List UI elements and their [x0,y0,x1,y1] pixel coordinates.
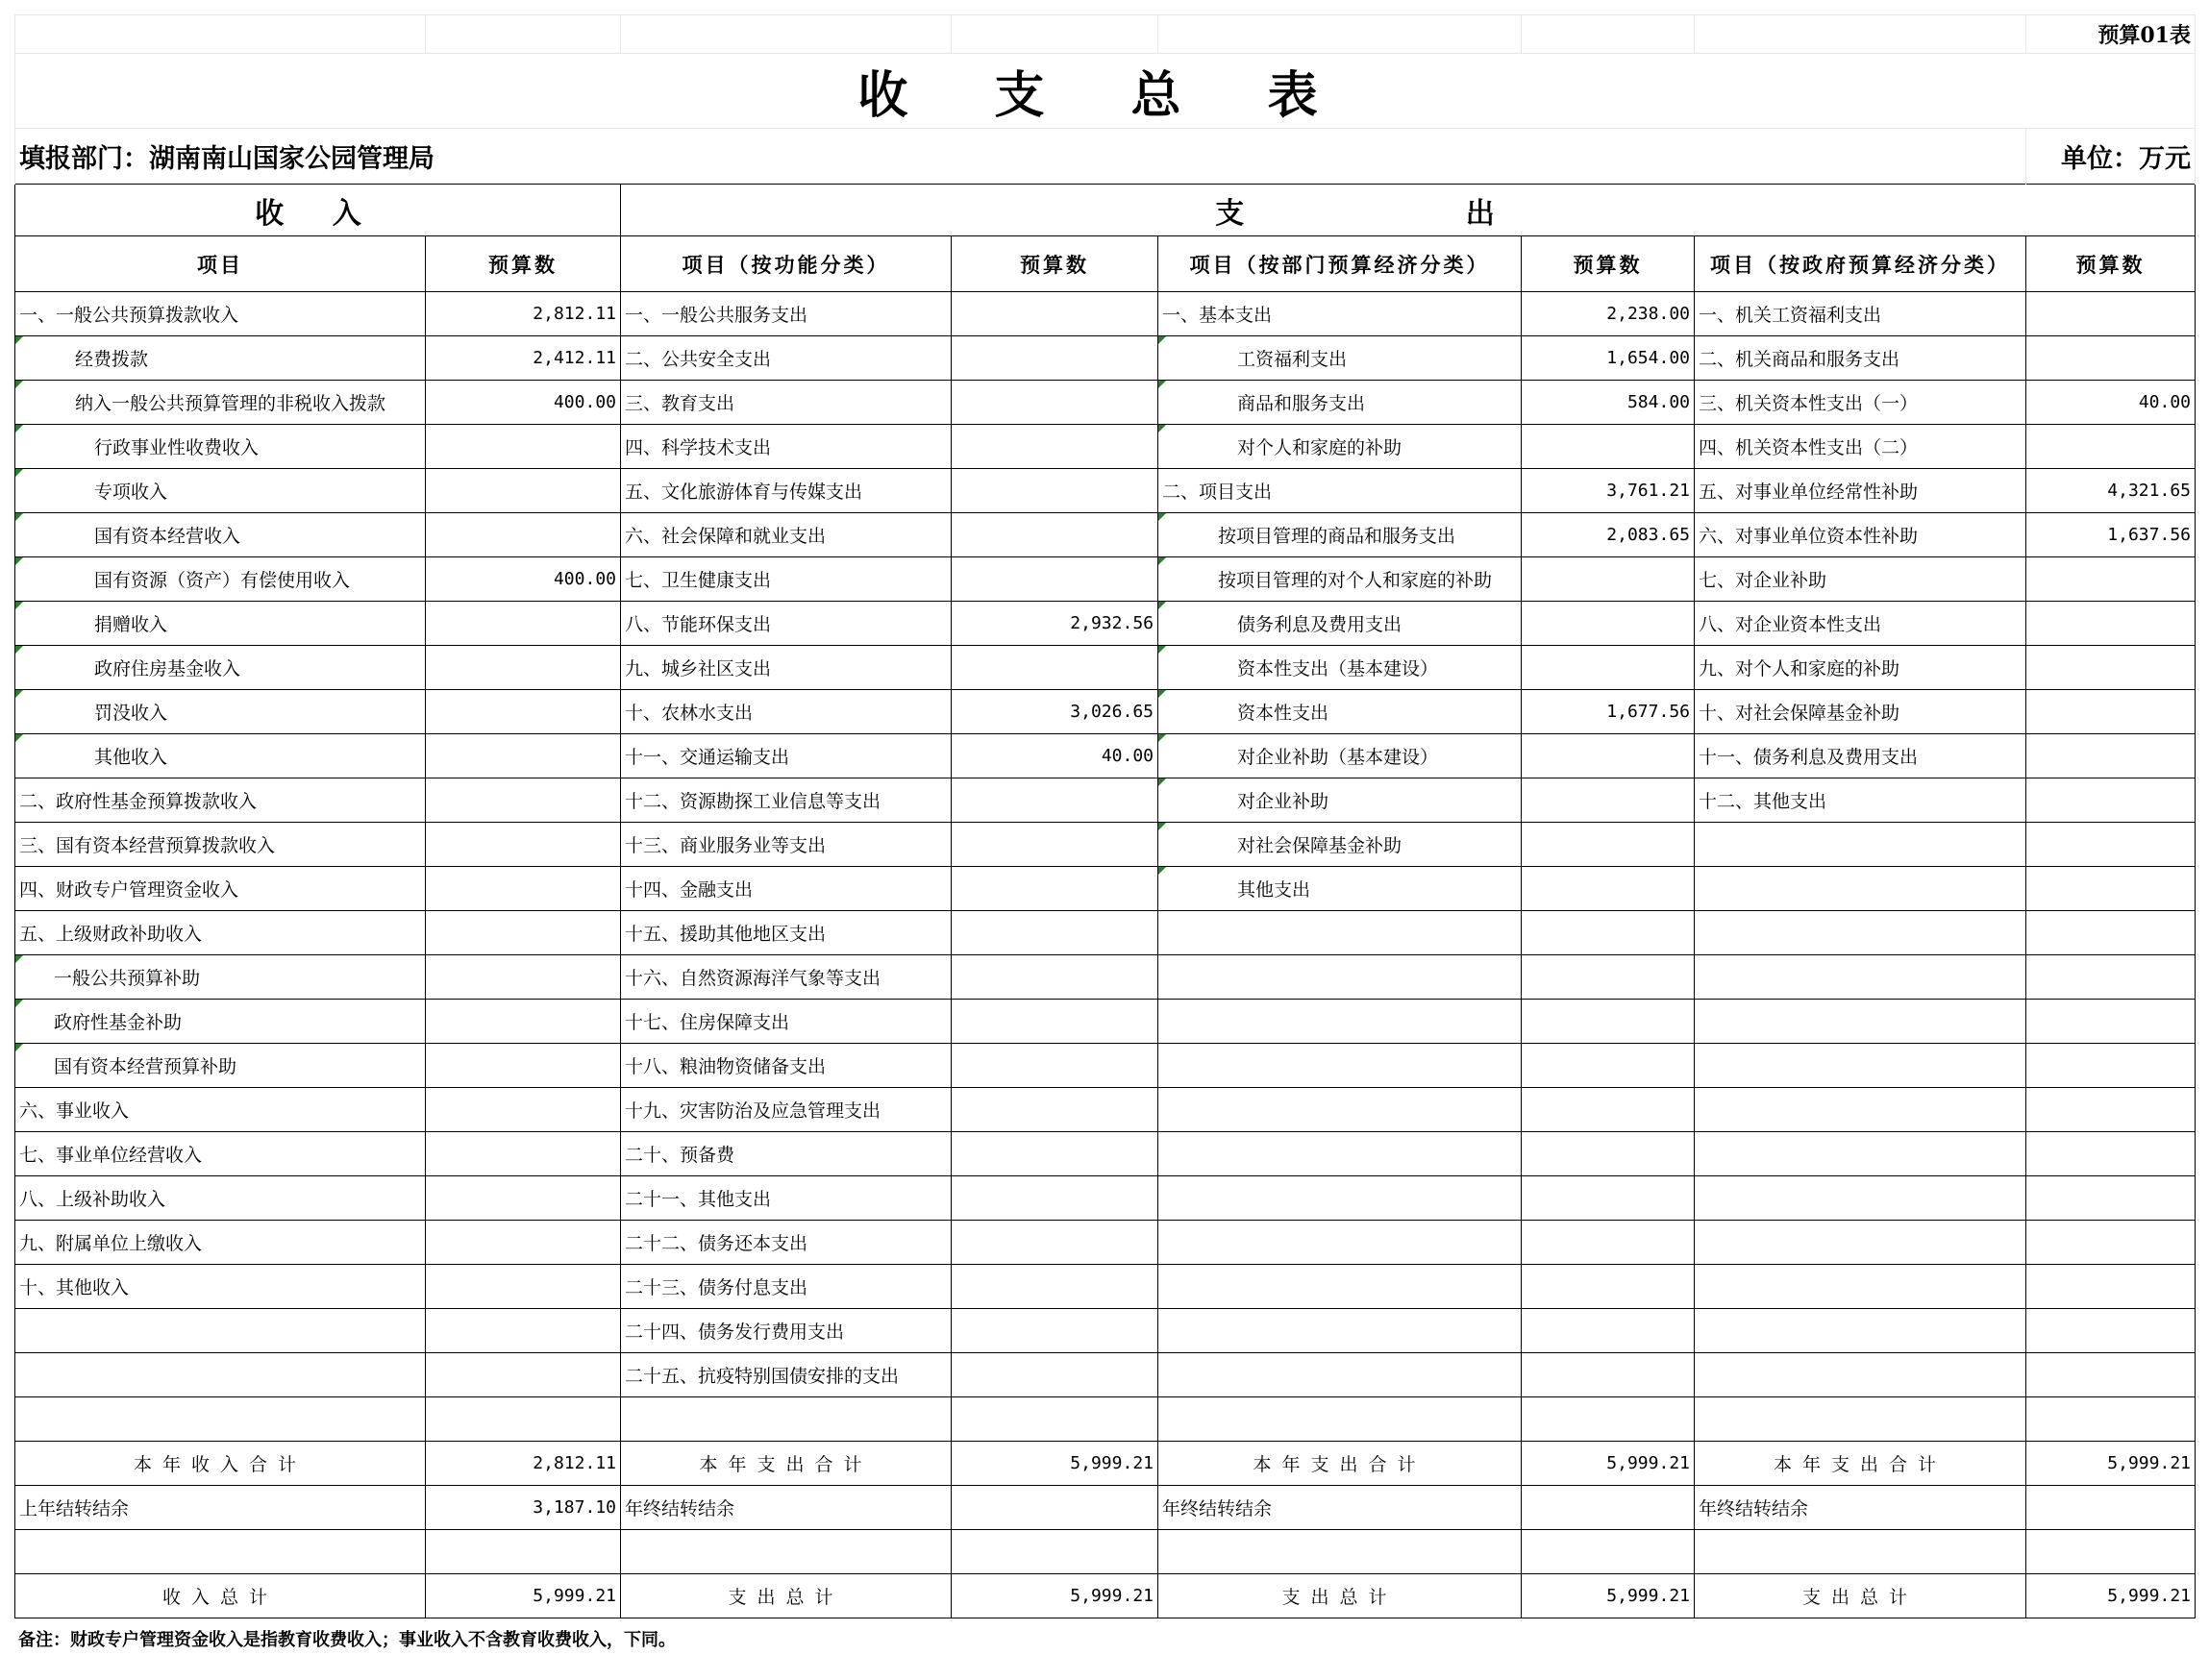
budget-cell [2026,690,2196,734]
budget-cell [426,1221,621,1265]
item-cell: 二、政府性基金预算拨款收入 [15,778,426,823]
budget-cell: 584.00 [1522,381,1695,425]
budget-cell: 1,677.56 [1522,690,1695,734]
budget-cell [952,381,1158,425]
budget-cell: 3,026.65 [952,690,1158,734]
budget-cell [2026,602,2196,646]
item-cell: 十、对社会保障基金补助 [1695,690,2026,734]
item-cell [1695,1221,2026,1265]
budget-cell [1522,1353,1695,1397]
budget-cell [2026,867,2196,911]
item-cell: 六、对事业单位资本性补助 [1695,513,2026,557]
budget-cell [952,955,1158,1000]
budget-cell [952,1397,1158,1442]
budget-cell [952,1132,1158,1176]
budget-cell [952,1353,1158,1397]
item-cell: 收入总计 [15,1574,426,1618]
item-cell: 对个人和家庭的补助 [1158,425,1522,469]
item-cell: 七、卫生健康支出 [621,557,952,602]
item-cell [1158,1397,1522,1442]
budget-cell: 5,999.21 [2026,1442,2196,1486]
item-cell: 十四、金融支出 [621,867,952,911]
budget-cell [1522,646,1695,690]
item-cell: 一、基本支出 [1158,292,1522,336]
item-cell [1695,1530,2026,1574]
budget-cell [1522,955,1695,1000]
budget-cell [2026,1044,2196,1088]
budget-cell [952,778,1158,823]
budget-cell [1522,823,1695,867]
item-cell: 对社会保障基金补助 [1158,823,1522,867]
budget-cell [2026,1221,2196,1265]
item-cell: 三、机关资本性支出（一） [1695,381,2026,425]
budget-cell [952,1309,1158,1353]
budget-cell [1522,1486,1695,1530]
item-cell [1158,1088,1522,1132]
table-row [15,513,2196,557]
budget-cell: 2,812.11 [426,1442,621,1486]
item-cell [1695,1397,2026,1442]
item-cell: 十七、住房保障支出 [621,1000,952,1044]
table-row [15,381,2196,425]
item-cell: 五、对事业单位经常性补助 [1695,469,2026,513]
item-cell: 四、科学技术支出 [621,425,952,469]
budget-cell [2026,1309,2196,1353]
budget-cell [952,1044,1158,1088]
col-header-budget: 预算数 [426,236,621,292]
table-row [15,778,2196,823]
item-cell: 按项目管理的商品和服务支出 [1158,513,1522,557]
budget-cell [952,425,1158,469]
table-row [15,1000,2196,1044]
budget-cell [952,336,1158,381]
item-cell: 十一、债务利息及费用支出 [1695,734,2026,778]
budget-cell [952,292,1158,336]
budget-sheet [14,14,2195,1663]
budget-cell: 400.00 [426,381,621,425]
budget-cell [2026,336,2196,381]
budget-cell [426,646,621,690]
budget-cell [426,778,621,823]
item-cell: 本年收入合计 [15,1442,426,1486]
col-header-func: 项目（按功能分类） [621,236,952,292]
table-row [15,955,2196,1000]
item-cell [1158,1044,1522,1088]
budget-cell [1522,1265,1695,1309]
item-cell: 支出总计 [1695,1574,2026,1618]
item-cell [621,1530,952,1574]
budget-cell: 5,999.21 [1522,1442,1695,1486]
budget-cell [1522,1397,1695,1442]
budget-table [14,14,2196,1618]
item-cell [1158,955,1522,1000]
budget-cell [1522,557,1695,602]
budget-cell [2026,1397,2196,1442]
table-row [15,1309,2196,1353]
table-row [15,1397,2196,1442]
budget-cell [952,1000,1158,1044]
table-row [15,646,2196,690]
item-cell: 捐赠收入 [15,602,426,646]
department-label: 填报部门：湖南南山国家公园管理局 [15,129,2026,185]
item-cell: 五、文化旅游体育与传媒支出 [621,469,952,513]
item-cell: 专项收入 [15,469,426,513]
budget-cell [1522,778,1695,823]
budget-cell: 5,999.21 [1522,1574,1695,1618]
budget-cell [952,823,1158,867]
table-row [15,557,2196,602]
item-cell: 四、财政专户管理资金收入 [15,867,426,911]
budget-cell [2026,1486,2196,1530]
item-cell: 二、公共安全支出 [621,336,952,381]
item-cell: 对企业补助（基本建设） [1158,734,1522,778]
item-cell [15,1397,426,1442]
item-cell: 二十三、债务付息支出 [621,1265,952,1309]
item-cell: 六、社会保障和就业支出 [621,513,952,557]
item-cell: 七、事业单位经营收入 [15,1132,426,1176]
table-row [15,1044,2196,1088]
budget-cell [2026,1132,2196,1176]
table-row [15,867,2196,911]
footnote: 备注：财政专户管理资金收入是指教育收费收入；事业收入不含教育收费收入，下同。 [18,1630,676,1650]
budget-cell [426,1530,621,1574]
col-header-dept-econ: 项目（按部门预算经济分类） [1158,236,1522,292]
table-row [15,336,2196,381]
item-cell [15,1530,426,1574]
item-cell [1158,1221,1522,1265]
budget-cell: 4,321.65 [2026,469,2196,513]
item-cell: 对企业补助 [1158,778,1522,823]
budget-cell: 1,637.56 [2026,513,2196,557]
item-cell: 本年支出合计 [1695,1442,2026,1486]
budget-cell [426,1044,621,1088]
item-cell [1158,1309,1522,1353]
budget-cell [426,602,621,646]
item-cell: 国有资本经营收入 [15,513,426,557]
table-row [15,1442,2196,1486]
item-cell [1695,1000,2026,1044]
budget-cell [1522,867,1695,911]
item-cell [1695,1176,2026,1221]
item-cell: 其他支出 [1158,867,1522,911]
item-cell: 三、国有资本经营预算拨款收入 [15,823,426,867]
item-cell: 二、机关商品和服务支出 [1695,336,2026,381]
budget-cell [426,823,621,867]
item-cell: 其他收入 [15,734,426,778]
item-cell: 年终结转结余 [1158,1486,1522,1530]
item-cell: 本年支出合计 [1158,1442,1522,1486]
table-row [15,425,2196,469]
budget-cell: 2,412.11 [426,336,621,381]
budget-cell [426,911,621,955]
budget-cell [2026,646,2196,690]
budget-cell: 3,761.21 [1522,469,1695,513]
budget-cell [426,513,621,557]
item-cell [621,1397,952,1442]
item-cell: 十、农林水支出 [621,690,952,734]
budget-cell: 5,999.21 [952,1574,1158,1618]
budget-cell [426,1000,621,1044]
budget-cell [2026,1353,2196,1397]
budget-cell [952,1530,1158,1574]
item-cell: 纳入一般公共预算管理的非税收入拨款 [15,381,426,425]
item-cell [15,1309,426,1353]
item-cell: 九、城乡社区支出 [621,646,952,690]
budget-cell [952,557,1158,602]
item-cell [1695,1132,2026,1176]
item-cell: 本年支出合计 [621,1442,952,1486]
item-cell: 支出总计 [621,1574,952,1618]
budget-cell [2026,823,2196,867]
budget-cell [2026,911,2196,955]
item-cell: 国有资源（资产）有偿使用收入 [15,557,426,602]
budget-cell [952,469,1158,513]
budget-cell [426,1265,621,1309]
item-cell [1158,1176,1522,1221]
income-section-header: 收 入 [15,185,621,236]
item-cell: 工资福利支出 [1158,336,1522,381]
table-row [15,1088,2196,1132]
item-cell: 国有资本经营预算补助 [15,1044,426,1088]
budget-cell [952,1486,1158,1530]
item-cell: 九、附属单位上缴收入 [15,1221,426,1265]
budget-cell [952,646,1158,690]
item-cell: 政府性基金补助 [15,1000,426,1044]
budget-cell [426,425,621,469]
item-cell [1158,911,1522,955]
budget-cell [952,513,1158,557]
item-cell: 债务利息及费用支出 [1158,602,1522,646]
budget-cell [2026,557,2196,602]
budget-cell: 40.00 [2026,381,2196,425]
budget-cell [1522,1530,1695,1574]
budget-cell [952,1265,1158,1309]
item-cell [1695,1044,2026,1088]
budget-cell [426,1397,621,1442]
item-cell: 五、上级财政补助收入 [15,911,426,955]
budget-cell: 400.00 [426,557,621,602]
item-cell: 支出总计 [1158,1574,1522,1618]
budget-cell [1522,1132,1695,1176]
item-cell: 按项目管理的对个人和家庭的补助 [1158,557,1522,602]
budget-cell [1522,1088,1695,1132]
budget-cell: 3,187.10 [426,1486,621,1530]
item-cell: 六、事业收入 [15,1088,426,1132]
budget-cell [1522,734,1695,778]
item-cell [1695,911,2026,955]
item-cell: 十九、灾害防治及应急管理支出 [621,1088,952,1132]
budget-cell: 40.00 [952,734,1158,778]
col-header-gov-econ: 项目（按政府预算经济分类） [1695,236,2026,292]
table-row [15,469,2196,513]
budget-cell [426,690,621,734]
item-cell: 一、一般公共服务支出 [621,292,952,336]
budget-cell [952,867,1158,911]
col-header-budget: 预算数 [1522,236,1695,292]
budget-cell [952,1176,1158,1221]
item-cell [1695,955,2026,1000]
budget-cell: 5,999.21 [952,1442,1158,1486]
item-cell: 二十四、债务发行费用支出 [621,1309,952,1353]
item-cell: 七、对企业补助 [1695,557,2026,602]
budget-cell [952,1088,1158,1132]
item-cell [1158,1353,1522,1397]
item-cell [1158,1000,1522,1044]
table-row [15,1486,2196,1530]
budget-cell [2026,778,2196,823]
item-cell: 二、项目支出 [1158,469,1522,513]
item-cell: 资本性支出 [1158,690,1522,734]
budget-cell [952,911,1158,955]
item-cell: 十六、自然资源海洋气象等支出 [621,955,952,1000]
col-header-budget: 预算数 [952,236,1158,292]
budget-cell [1522,602,1695,646]
item-cell [1695,1265,2026,1309]
item-cell: 二十、预备费 [621,1132,952,1176]
item-cell: 资本性支出（基本建设） [1158,646,1522,690]
item-cell: 经费拨款 [15,336,426,381]
budget-cell: 2,932.56 [952,602,1158,646]
budget-cell [1522,911,1695,955]
item-cell: 上年结转结余 [15,1486,426,1530]
budget-cell [426,1088,621,1132]
item-cell [1158,1265,1522,1309]
unit-label: 单位：万元 [2026,129,2196,185]
item-cell: 十五、援助其他地区支出 [621,911,952,955]
item-cell: 八、对企业资本性支出 [1695,602,2026,646]
table-row [15,1176,2196,1221]
budget-cell [2026,425,2196,469]
item-cell: 一般公共预算补助 [15,955,426,1000]
item-cell [1158,1530,1522,1574]
table-row [15,1265,2196,1309]
item-cell: 十、其他收入 [15,1265,426,1309]
item-cell: 八、上级补助收入 [15,1176,426,1221]
budget-cell: 2,083.65 [1522,513,1695,557]
item-cell: 十二、其他支出 [1695,778,2026,823]
item-cell [1695,823,2026,867]
budget-cell: 2,238.00 [1522,292,1695,336]
item-cell: 十一、交通运输支出 [621,734,952,778]
budget-cell [426,1176,621,1221]
item-cell: 十八、粮油物资储备支出 [621,1044,952,1088]
table-row [15,734,2196,778]
item-cell [1695,1353,2026,1397]
budget-cell [1522,1221,1695,1265]
table-row [15,690,2196,734]
budget-cell [1522,1309,1695,1353]
budget-cell [2026,1530,2196,1574]
table-row [15,292,2196,336]
item-cell: 二十一、其他支出 [621,1176,952,1221]
table-row [15,1353,2196,1397]
budget-cell [426,955,621,1000]
item-cell: 三、教育支出 [621,381,952,425]
item-cell [1695,1088,2026,1132]
item-cell: 一、机关工资福利支出 [1695,292,2026,336]
item-cell: 八、节能环保支出 [621,602,952,646]
budget-cell: 5,999.21 [2026,1574,2196,1618]
sheet-code: 预算01表 [2026,15,2196,54]
budget-cell [2026,1088,2196,1132]
budget-cell [952,1221,1158,1265]
budget-cell [1522,1044,1695,1088]
budget-cell: 1,654.00 [1522,336,1695,381]
table-row [15,1132,2196,1176]
item-cell: 行政事业性收费收入 [15,425,426,469]
col-header-item: 项目 [15,236,426,292]
item-cell: 二十二、债务还本支出 [621,1221,952,1265]
item-cell [1695,1309,2026,1353]
budget-cell [1522,1176,1695,1221]
item-cell: 九、对个人和家庭的补助 [1695,646,2026,690]
budget-cell: 5,999.21 [426,1574,621,1618]
budget-cell [426,734,621,778]
item-cell: 十二、资源勘探工业信息等支出 [621,778,952,823]
budget-cell [426,867,621,911]
item-cell [1695,867,2026,911]
budget-cell [2026,1176,2196,1221]
table-row [15,602,2196,646]
item-cell [15,1353,426,1397]
item-cell: 罚没收入 [15,690,426,734]
budget-cell [426,1309,621,1353]
table-row [15,823,2196,867]
budget-cell: 2,812.11 [426,292,621,336]
item-cell: 四、机关资本性支出（二） [1695,425,2026,469]
budget-cell [426,469,621,513]
item-cell: 商品和服务支出 [1158,381,1522,425]
budget-cell [2026,1265,2196,1309]
item-cell [1158,1132,1522,1176]
col-header-budget: 预算数 [2026,236,2196,292]
budget-cell [1522,1000,1695,1044]
table-row [15,911,2196,955]
item-cell: 十三、商业服务业等支出 [621,823,952,867]
item-cell: 年终结转结余 [621,1486,952,1530]
expense-section-header: 支 出 [621,185,2196,236]
table-row [15,1530,2196,1574]
budget-cell [426,1132,621,1176]
item-cell: 一、一般公共预算拨款收入 [15,292,426,336]
budget-cell [2026,292,2196,336]
item-cell: 二十五、抗疫特别国债安排的支出 [621,1353,952,1397]
budget-cell [426,1353,621,1397]
page-title: 收 支 总 表 [15,54,2196,129]
budget-cell [2026,1000,2196,1044]
table-row [15,1221,2196,1265]
item-cell: 政府住房基金收入 [15,646,426,690]
item-cell: 年终结转结余 [1695,1486,2026,1530]
table-row [15,1574,2196,1618]
budget-cell [2026,955,2196,1000]
budget-cell [1522,425,1695,469]
budget-cell [2026,734,2196,778]
